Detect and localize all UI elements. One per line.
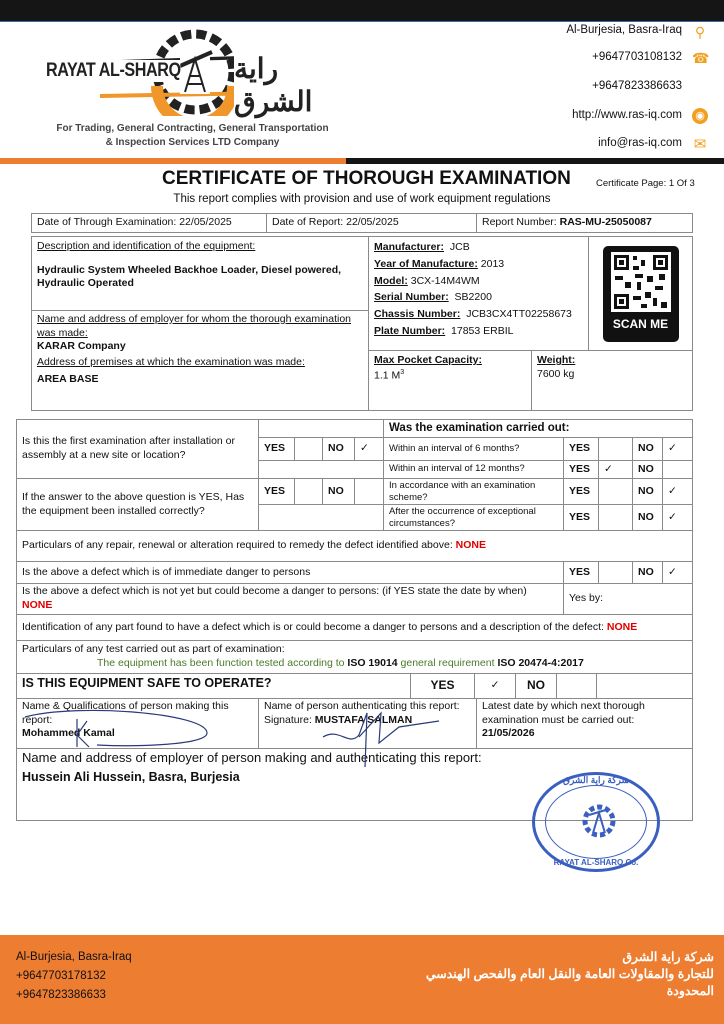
- yes-label: YES: [564, 505, 599, 531]
- globe-icon: ◉: [692, 108, 708, 124]
- spec-label: Model:: [374, 274, 408, 287]
- capacity-unit-sup: 3: [400, 368, 405, 376]
- employer-report-label: Name and address of employer of person making and authenticating this report:: [22, 750, 482, 765]
- ident-value: NONE: [606, 620, 638, 633]
- capacity-value: [374, 368, 526, 383]
- spec-value: SB2200: [454, 291, 492, 304]
- spec-manufacturer: [374, 239, 583, 256]
- certificate-title: CERTIFICATE OF THOROUGH EXAMINATION: [162, 168, 571, 189]
- immediate-yes-box[interactable]: [599, 562, 633, 584]
- could-label: Is the above a defect which is not yet but could become a danger to persons: (if YES state the date by when): [22, 585, 527, 598]
- tagline-line2: & Inspection Services LTD Company: [105, 137, 280, 148]
- interval-12-months: Within an interval of 12 months?: [384, 461, 564, 479]
- equipment-description-cell: [32, 237, 369, 311]
- spec-label: Serial Number:: [374, 291, 449, 304]
- capacity-label: Max Pocket Capacity:: [374, 354, 482, 366]
- employer-label: Name and address of employer for whom the thorough examination was made:: [37, 313, 352, 339]
- spec-value: JCB: [449, 241, 470, 253]
- safe-yes-box[interactable]: ✓: [475, 674, 516, 699]
- qr-code[interactable]: [603, 246, 679, 342]
- footer-ar-2: للتجارة والمقاولات العامة والنقل العام والفحص الهندسي: [425, 967, 714, 981]
- exam-date: Date of Through Examination: 22/05/2025: [32, 214, 267, 233]
- q2-no: NO: [323, 479, 355, 505]
- no-label: NO: [633, 562, 663, 584]
- yes-label: YES: [564, 438, 599, 461]
- q2-yes: YES: [259, 479, 295, 505]
- auth-name: MUSTAFA SALMAN: [314, 713, 413, 726]
- repair-label: Particulars of any repair, renewal or alteration required to remedy the defect identified above:: [22, 539, 456, 552]
- report-number-label: Report Number:: [482, 216, 560, 229]
- maker-name: Mohammed Kamal: [22, 727, 115, 740]
- no-label: NO: [633, 505, 663, 531]
- weight-label: Weight:: [537, 354, 576, 366]
- scheme-no-box[interactable]: ✓: [663, 479, 693, 505]
- footer-phone-1[interactable]: +9647703178132: [16, 970, 106, 982]
- footer-address: Al-Burjesia, Basra-Iraq: [16, 951, 132, 963]
- premises-value: AREA BASE: [37, 372, 99, 385]
- footer-ar-1: شركة راية الشرق: [622, 950, 714, 964]
- footer-contacts: [16, 948, 132, 1005]
- maker-signature-icon: [17, 703, 217, 749]
- company-stamp: [532, 772, 660, 872]
- exceptional-yes-box[interactable]: [599, 505, 633, 531]
- interval-6-yes-box[interactable]: [599, 438, 633, 461]
- yes-by-field[interactable]: Yes by:: [564, 584, 693, 615]
- capacity-cell: [369, 351, 532, 411]
- report-number: [477, 214, 693, 233]
- location-pin-icon: ⚲: [694, 24, 706, 40]
- envelope-icon: ✉: [693, 136, 707, 153]
- desc-value: Hydraulic System Wheeled Backhoe Loader, Diesel powered, Hydraulic Operated: [37, 263, 342, 290]
- report-number-value: RAS-MU-25050087: [559, 216, 652, 229]
- immediate-no-box[interactable]: ✓: [663, 562, 693, 584]
- contact-phone-2[interactable]: +9647823386633: [592, 80, 682, 92]
- carried-out-heading: Was the examination carried out:: [384, 420, 693, 438]
- q2-yes-box[interactable]: [295, 479, 323, 505]
- spec-label: Plate Number:: [374, 324, 446, 337]
- phone-icon: ☎: [692, 50, 710, 66]
- safe-to-operate-table: [16, 673, 693, 699]
- contact-website[interactable]: http://www.ras-iq.com: [572, 109, 682, 121]
- spec-label: Year of Manufacture:: [374, 257, 478, 270]
- examination-table: [16, 419, 693, 674]
- signature-label: Signature:: [264, 713, 315, 726]
- interval-12-yes-box[interactable]: ✓: [599, 461, 633, 479]
- dates-table: [31, 213, 693, 233]
- exceptional-circumstances: After the occurrence of exceptional circumstances?: [384, 505, 564, 531]
- ident-label: Identification of any part found to have a defect which is or could become a danger to persons and a description of the defect:: [22, 620, 607, 633]
- test-text: general requirement: [397, 657, 498, 669]
- certificate-subtitle: This report complies with provision and use of work equipment regulations: [173, 193, 551, 205]
- could-become-danger-question: [17, 584, 564, 615]
- maker-cell: [17, 699, 259, 749]
- qr-label: SCAN ME: [612, 316, 669, 331]
- weight-value: 7600 kg: [537, 367, 575, 380]
- safe-question: IS THIS EQUIPMENT SAFE TO OPERATE?: [17, 674, 411, 699]
- yes-label: YES: [564, 461, 599, 479]
- stamp-text-ar: شركة راية الشرق: [562, 775, 629, 785]
- spec-value: JCB3CX4TT02258673: [466, 308, 572, 321]
- interval-6-no-box[interactable]: ✓: [663, 438, 693, 461]
- yes-label: YES: [564, 479, 599, 505]
- spec-model: [374, 273, 583, 290]
- footer-ar-3: المحدودة: [666, 984, 714, 998]
- divider-orange: [0, 158, 346, 164]
- spec-year: [374, 256, 583, 273]
- q1-yes: YES: [259, 438, 295, 461]
- tests-value: [22, 657, 687, 671]
- tests-row: [17, 641, 693, 674]
- next-label: Latest date by which next thorough examination must be carried out:: [482, 700, 645, 726]
- test-iso-2: ISO 20474-4:2017: [497, 657, 584, 669]
- stamp-gear-icon: [579, 801, 619, 841]
- scheme-yes-box[interactable]: [599, 479, 633, 505]
- top-bar: [0, 0, 724, 22]
- interval-6-months: Within an interval of 6 months?: [384, 438, 564, 461]
- spec-value: 3CX-14M4WM: [410, 274, 480, 287]
- q-installed-correctly: If the answer to the above question is YES, Has the equipment been installed correctly?: [17, 479, 259, 531]
- contact-email[interactable]: info@ras-iq.com: [598, 137, 682, 149]
- spec-label: Manufacturer:: [374, 241, 445, 253]
- q-first-exam: Is this the first examination after installation or assembly at a new site or location?: [17, 420, 259, 479]
- q1-no-box[interactable]: ✓: [355, 438, 384, 461]
- interval-12-no-box[interactable]: [663, 461, 693, 479]
- spec-plate: [374, 323, 583, 340]
- spec-value: 17853 ERBIL: [451, 324, 514, 337]
- maker-label: Name & Qualifications of person making this report:: [22, 700, 229, 726]
- auth-label: Name of person authenticating this report:: [264, 700, 460, 712]
- divider-black: [346, 158, 724, 164]
- tagline-line1: For Trading, General Contracting, General Transportation: [56, 123, 329, 134]
- employer-cell: [32, 311, 369, 411]
- repair-value: NONE: [455, 539, 487, 552]
- contact-address: Al-Burjesia, Basra-Iraq: [566, 24, 682, 36]
- qr-cell: [589, 237, 693, 351]
- no-label: NO: [633, 438, 663, 461]
- specs-cell: [369, 237, 589, 351]
- report-date: Date of Report: 22/05/2025: [267, 214, 477, 233]
- certificate-page: Certificate Page: 1 Of 3: [596, 178, 695, 189]
- logo-text-ar: راية الشرق: [234, 52, 350, 118]
- repair-row: [17, 531, 693, 562]
- exceptional-no-box[interactable]: ✓: [663, 505, 693, 531]
- next-date: 21/05/2026: [482, 727, 535, 740]
- safe-no: NO: [516, 674, 557, 699]
- footer: [0, 935, 724, 1024]
- authenticator-cell: [259, 699, 477, 749]
- footer-arabic: [426, 949, 714, 1000]
- spec-value: 2013: [480, 257, 505, 270]
- company-logo: [40, 24, 350, 116]
- spec-chassis: [374, 306, 583, 323]
- contact-phone-1[interactable]: +9647703108132: [592, 51, 682, 63]
- desc-label: Description and identification of the equipment:: [37, 240, 256, 252]
- no-label: NO: [633, 461, 663, 479]
- logo-text-en: RAYAT AL-SHARQ: [46, 60, 181, 81]
- test-iso-1: ISO 19014: [347, 657, 398, 669]
- premises-label: Address of premises at which the examination was made:: [37, 355, 305, 368]
- employer-value: KARAR Company: [37, 340, 126, 353]
- could-value: NONE: [22, 599, 53, 611]
- exam-scheme: In accordance with an examination scheme?: [384, 479, 564, 505]
- qr-code-icon: [611, 252, 671, 312]
- equipment-table: [31, 236, 693, 411]
- tests-label: Particulars of any test carried out as part of examination:: [22, 643, 285, 656]
- safe-yes: YES: [411, 674, 475, 699]
- test-text: The equipment has been function tested according to: [97, 657, 348, 669]
- next-exam-cell: [477, 699, 693, 749]
- spec-serial: [374, 289, 583, 306]
- safe-no-box[interactable]: [557, 674, 597, 699]
- footer-phone-2[interactable]: +9647823386633: [16, 989, 106, 1001]
- stamp-text-en: RAYAT AL-SHARQ Co.: [553, 858, 639, 867]
- q1-no: NO: [323, 438, 355, 461]
- employer-report-value: Hussein Ali Hussein, Basra, Burjesia: [22, 769, 240, 784]
- no-label: NO: [633, 479, 663, 505]
- capacity-number: 1.1 M: [374, 369, 401, 382]
- yes-label: YES: [564, 562, 599, 584]
- spec-label: Chassis Number:: [374, 308, 461, 321]
- q2-no-box[interactable]: [355, 479, 384, 505]
- weight-cell: [532, 351, 693, 411]
- defect-identification-row: [17, 615, 693, 641]
- immediate-danger-question: Is the above a defect which is of immediate danger to persons: [17, 562, 564, 584]
- q1-yes-box[interactable]: [295, 438, 323, 461]
- company-tagline: [40, 122, 345, 150]
- auth-signature-icon: [319, 707, 449, 773]
